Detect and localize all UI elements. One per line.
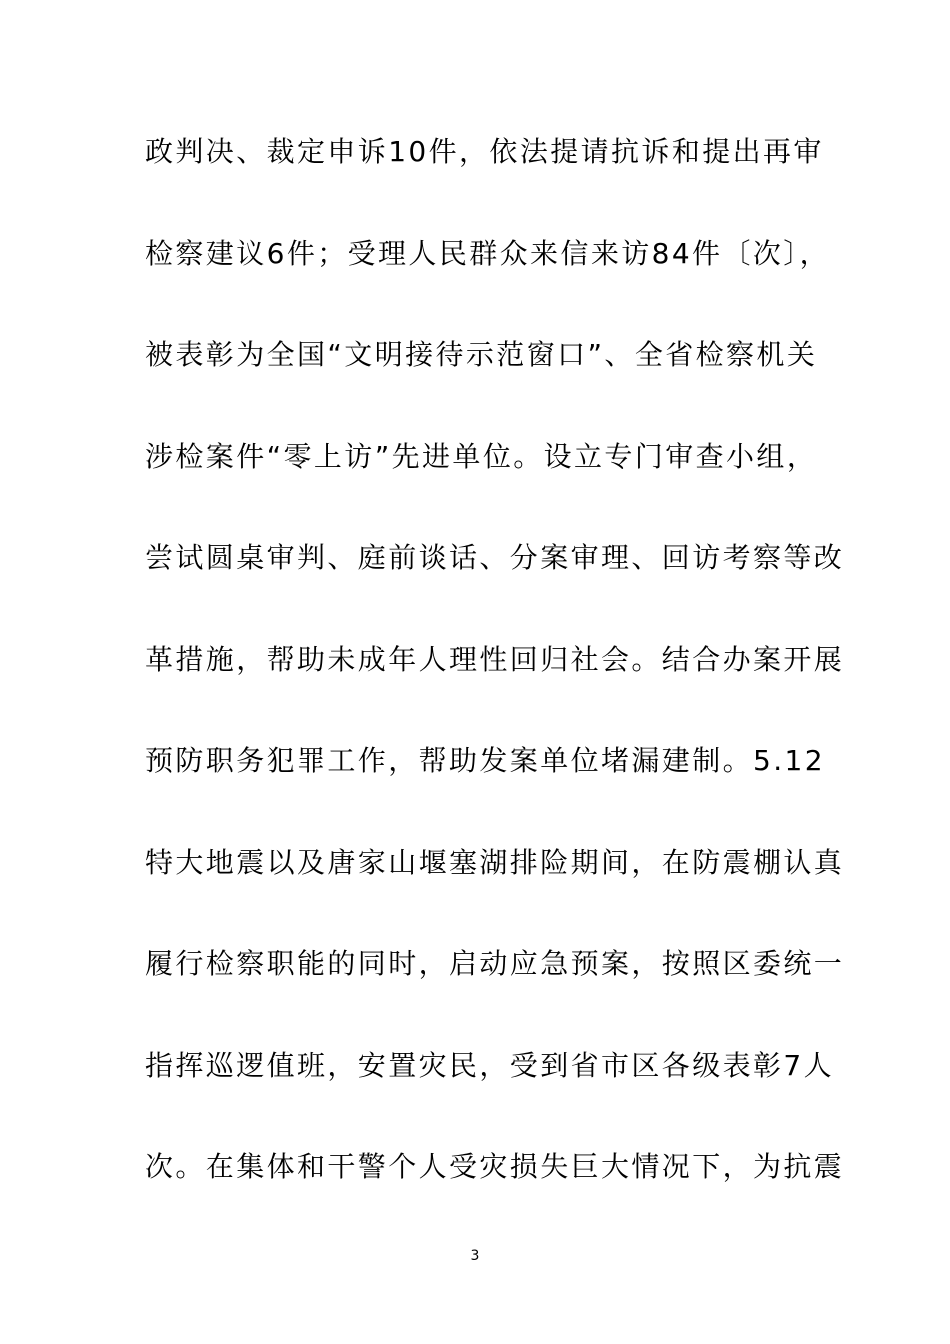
text-line: 检察建议6件；受理人民群众来信来访84件〔次〕， xyxy=(145,236,831,270)
text-line: 次。在集体和干警个人受灾损失巨大情况下，为抗震 xyxy=(145,1150,845,1183)
text-line: 特大地震以及唐家山堰塞湖排险期间，在防震棚认真 xyxy=(145,845,845,879)
page-number: 3 xyxy=(470,1248,480,1264)
text-line: 履行检察职能的同时，启动应急预案，按照区委统一 xyxy=(145,947,845,980)
text-line: 尝试圆桌审判、庭前谈话、分案审理、回访考察等改 xyxy=(145,541,845,574)
text-line: 革措施，帮助未成年人理性回归社会。结合办案开展 xyxy=(145,642,845,676)
body-text xyxy=(145,124,845,1241)
text-line: 指挥巡逻值班，安置灾民，受到省市区各级表彰7人 xyxy=(145,1048,835,1082)
text-line: 涉检案件“零上访”先进单位。设立专门审查小组， xyxy=(145,439,818,473)
text-line: 被表彰为全国“文明接待示范窗口”、全省检察机关 xyxy=(145,338,818,371)
text-line: 预防职务犯罪工作，帮助发案单位堵漏建制。5.12 xyxy=(145,744,825,777)
text-line: 政判决、裁定申诉10件，依法提请抗诉和提出再审 xyxy=(145,135,824,168)
